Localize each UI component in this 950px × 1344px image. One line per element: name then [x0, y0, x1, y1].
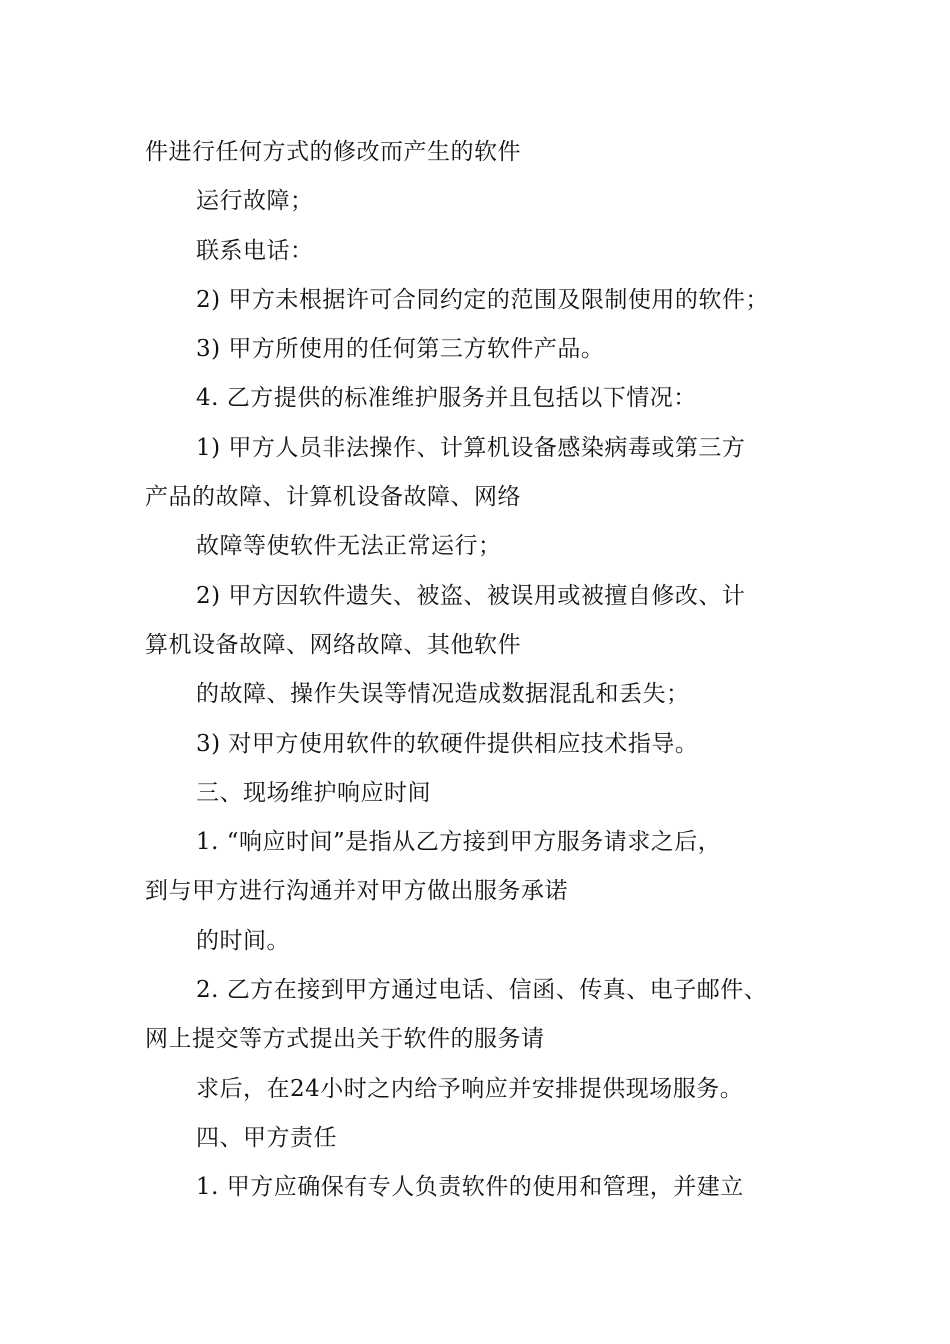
text-line: 2. 乙方在接到甲方通过电话、信函、传真、电子邮件、 — [196, 977, 768, 1004]
text-line: 运行故障； — [196, 188, 314, 215]
text-line: 的故障、操作失误等情况造成数据混乱和丢失； — [196, 681, 690, 708]
text-line: 件进行任何方式的修改而产生的软件 — [145, 139, 521, 165]
text-line: 1. 甲方应确保有专人负责软件的使用和管理，并建立 — [196, 1174, 744, 1201]
text-line: 的时间。 — [196, 927, 290, 954]
text-line: 1. “响应时间”是指从乙方接到甲方服务请求之后， — [196, 829, 722, 856]
document-body — [145, 128, 825, 1213]
section-heading: 三、现场维护响应时间 — [196, 779, 431, 806]
text-line: 联系电话： — [196, 237, 314, 264]
text-line: 算机设备故障、网络故障、其他软件 — [145, 631, 521, 658]
text-line: 4. 乙方提供的标准维护服务并且包括以下情况： — [196, 385, 697, 412]
section-heading: 四、甲方责任 — [196, 1124, 337, 1151]
text-line: 网上提交等方式提出关于软件的服务请 — [145, 1026, 545, 1053]
text-line: 2) 甲方未根据许可合同约定的范围及限制使用的软件； — [196, 286, 769, 313]
text-line: 2) 甲方因软件遗失、被盗、被误用或被擅自修改、计 — [196, 582, 746, 609]
text-line: 产品的故障、计算机设备故障、网络 — [145, 484, 521, 511]
text-line: 3) 对甲方使用软件的软硬件提供相应技术指导。 — [196, 730, 699, 757]
text-line: 到与甲方进行沟通并对甲方做出服务承诺 — [145, 878, 568, 905]
text-line: 1) 甲方人员非法操作、计算机设备感染病毒或第三方 — [196, 434, 746, 461]
text-line: 求后，在24小时之内给予响应并安排提供现场服务。 — [196, 1075, 744, 1102]
text-line: 3) 甲方所使用的任何第三方软件产品。 — [196, 336, 605, 363]
text-line: 故障等使软件无法正常运行； — [196, 533, 502, 560]
